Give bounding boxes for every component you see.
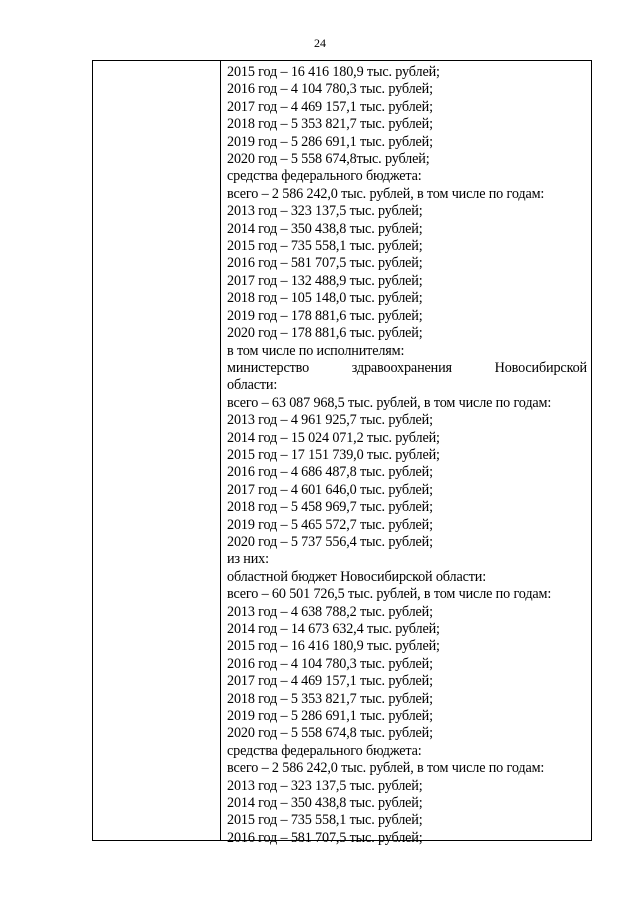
- text-line: 2016 год – 4 686 487,8 тыс. рублей;: [227, 464, 433, 481]
- text-line: 2018 год – 5 353 821,7 тыс. рублей;: [227, 690, 433, 707]
- text-line: 2014 год – 14 673 632,4 тыс. рублей;: [227, 621, 440, 637]
- text-line: 2018 год – 105 148,0 тыс. рублей;: [227, 290, 423, 307]
- text-line: всего – 2 586 242,0 тыс. рублей, в том числе по годам:: [227, 760, 545, 777]
- text-line: средства федерального бюджета:: [227, 168, 422, 185]
- text-line: всего – 63 087 968,5 тыс. рублей, в том числе по годам:: [227, 394, 552, 411]
- text-line: 2016 год – 4 104 780,3 тыс. рублей;: [227, 655, 433, 672]
- text-line: 2019 год – 5 465 572,7 тыс. рублей;: [227, 516, 433, 533]
- text-line: средства федерального бюджета:: [227, 742, 422, 759]
- text-line: 2015 год – 16 416 180,9 тыс. рублей;: [227, 64, 440, 80]
- text-line: всего – 2 586 242,0 тыс. рублей, в том числе по годам:: [227, 185, 545, 202]
- funding-table: [92, 60, 592, 846]
- text-line: 2014 год – 15 024 071,2 тыс. рублей;: [227, 429, 440, 446]
- text-line: из них:: [227, 551, 269, 568]
- text-line: 2019 год – 5 286 691,1 тыс. рублей;: [227, 708, 433, 725]
- text-line: 2013 год – 323 137,5 тыс. рублей;: [227, 777, 423, 794]
- ministry-word: Новосибирской: [494, 359, 587, 376]
- text-line: 2014 год – 350 438,8 тыс. рублей;: [227, 795, 423, 812]
- text-line: всего – 60 501 726,5 тыс. рублей, в том числе по годам:: [227, 586, 552, 603]
- funding-lines-before: [227, 64, 587, 360]
- funding-lines-after: [227, 377, 587, 847]
- text-line: областной бюджет Новосибирской области:: [227, 568, 487, 585]
- text-line: 2017 год – 4 469 157,1 тыс. рублей;: [227, 673, 433, 690]
- text-line: 2019 год – 178 881,6 тыс. рублей;: [227, 307, 423, 324]
- text-line: 2017 год – 4 469 157,1 тыс. рублей;: [227, 98, 433, 115]
- text-line: 2020 год – 5 558 674,8тыс. рублей;: [227, 151, 430, 168]
- text-line: 2013 год – 323 137,5 тыс. рублей;: [227, 203, 423, 220]
- text-line: 2015 год – 17 151 739,0 тыс. рублей;: [227, 446, 440, 463]
- text-line: 2016 год – 4 104 780,3 тыс. рублей;: [227, 81, 433, 98]
- ministry-word: здравоохранения: [351, 359, 452, 376]
- text-line: 2017 год – 132 488,9 тыс. рублей;: [227, 272, 423, 289]
- text-line: 2020 год – 5 737 556,4 тыс. рублей;: [227, 533, 433, 550]
- text-line: 2013 год – 4 961 925,7 тыс. рублей;: [227, 412, 433, 429]
- ministry-word: министерство: [227, 359, 310, 376]
- text-line: 2015 год – 735 558,1 тыс. рублей;: [227, 238, 423, 255]
- text-line: 2020 год – 178 881,6 тыс. рублей;: [227, 325, 423, 342]
- text-line: 2016 год – 581 707,5 тыс. рублей;: [227, 829, 423, 846]
- text-line: 2013 год – 4 638 788,2 тыс. рублей;: [227, 603, 433, 620]
- text-line: 2019 год – 5 286 691,1 тыс. рублей;: [227, 133, 433, 150]
- text-line: области:: [227, 377, 278, 394]
- text-line: 2018 год – 5 353 821,7 тыс. рублей;: [227, 116, 433, 133]
- text-line: 2014 год – 350 438,8 тыс. рублей;: [227, 220, 423, 237]
- text-line: 2015 год – 16 416 180,9 тыс. рублей;: [227, 638, 440, 655]
- page-number: 24: [314, 36, 326, 50]
- table-right-cell: [221, 61, 591, 846]
- text-line: 2020 год – 5 558 674,8 тыс. рублей;: [227, 725, 433, 742]
- text-line: 2018 год – 5 458 969,7 тыс. рублей;: [227, 499, 433, 516]
- table-left-cell: [93, 61, 221, 840]
- text-line: 2016 год – 581 707,5 тыс. рублей;: [227, 255, 423, 272]
- ministry-line: [227, 360, 587, 377]
- text-line: 2015 год – 735 558,1 тыс. рублей;: [227, 812, 423, 829]
- text-line: 2017 год – 4 601 646,0 тыс. рублей;: [227, 481, 433, 498]
- text-line: в том числе по исполнителям:: [227, 342, 405, 359]
